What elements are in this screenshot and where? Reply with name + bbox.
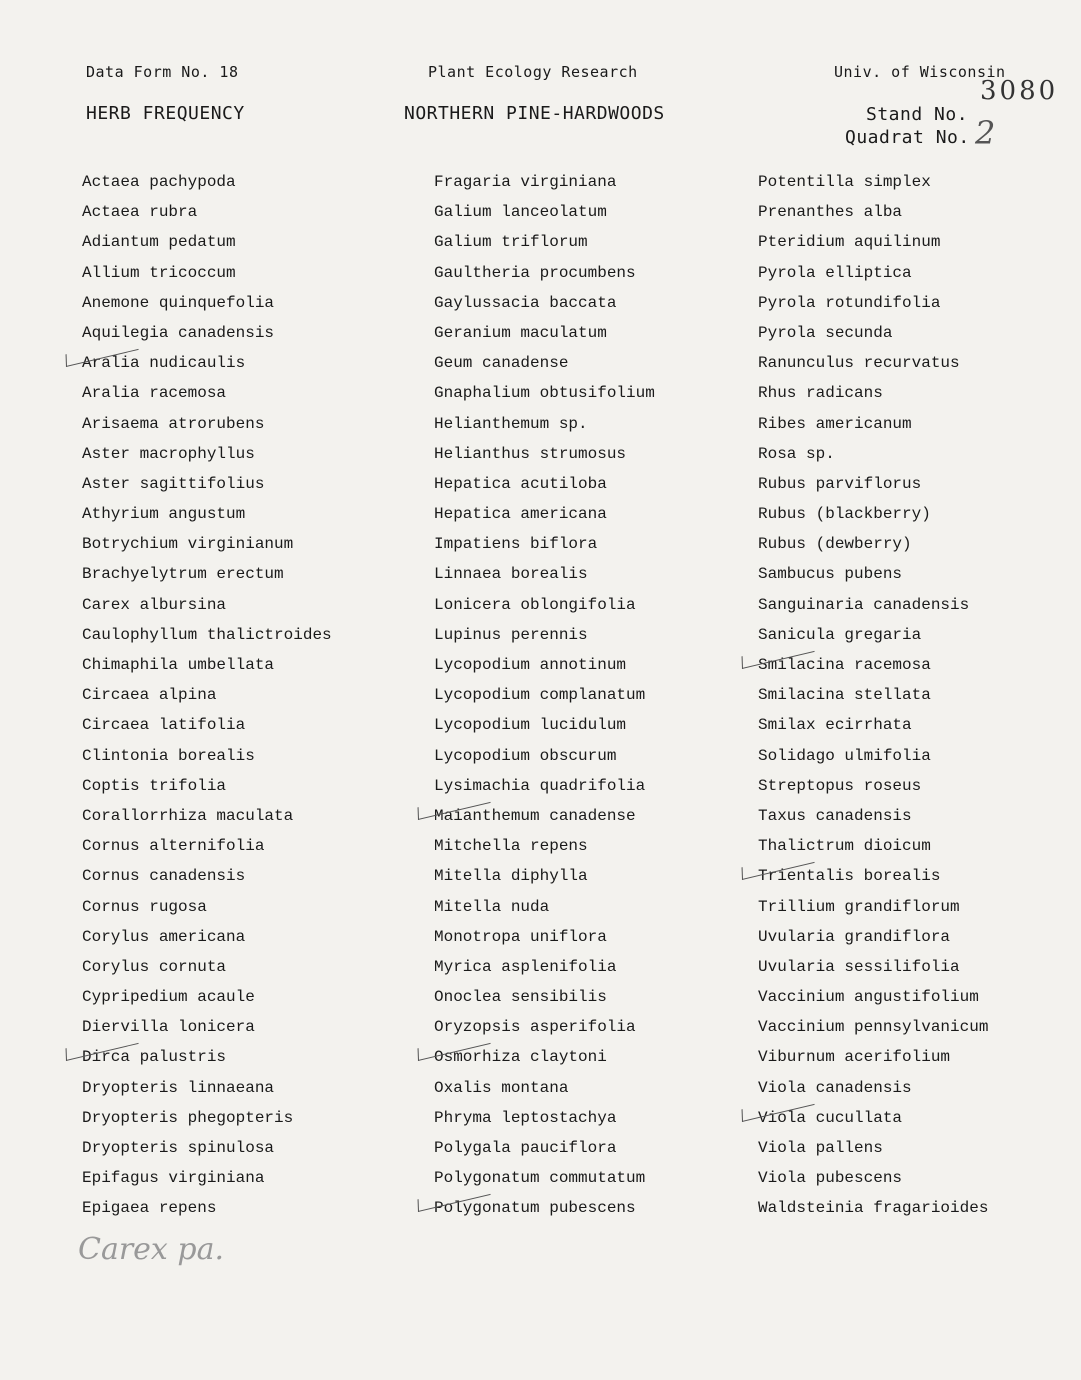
species-item: Smilax ecirrhata: [758, 716, 912, 735]
species-item: Aralia racemosa: [82, 384, 227, 403]
species-item: Dirca palustris: [82, 1042, 332, 1072]
species-item: Diervilla lonicera: [82, 1018, 255, 1037]
species-item: Smilacina racemosa: [758, 650, 988, 680]
species-item: Allium tricoccum: [82, 263, 236, 282]
species-column-3: [758, 167, 988, 1224]
species-item: Cornus rugosa: [82, 897, 207, 916]
species-item: Vaccinium pennsylvanicum: [758, 1018, 989, 1037]
species-item: Helianthus strumosus: [434, 444, 627, 463]
species-item: Mitella nuda: [434, 897, 550, 916]
species-item: Pyrola rotundifolia: [758, 293, 941, 312]
species-item: Helianthemum sp.: [434, 414, 588, 433]
species-item: Prenanthes alba: [758, 203, 903, 222]
species-item: Lupinus perennis: [434, 625, 588, 644]
species-item: Linnaea borealis: [434, 565, 588, 584]
species-column-2: [434, 167, 655, 1224]
species-item: Gaultheria procumbens: [434, 263, 636, 282]
species-item: Actaea pachypoda: [82, 173, 236, 191]
species-item: Gaylussacia baccata: [434, 293, 617, 312]
species-item: Cornus alternifolia: [82, 837, 265, 856]
species-item: Rubus (blackberry): [758, 505, 931, 524]
species-item: Caulophyllum thalictroides: [82, 625, 332, 644]
species-item: Rhus radicans: [758, 384, 883, 403]
university: Univ. of Wisconsin: [834, 63, 1006, 81]
species-item: Trientalis borealis: [758, 861, 988, 891]
species-item: Fragaria virginiana: [434, 173, 617, 191]
stand-label: Stand No.: [866, 104, 969, 125]
species-item: Impatiens biflora: [434, 535, 598, 554]
species-item: Gnaphalium obtusifolium: [434, 384, 655, 403]
species-item: Aster macrophyllus: [82, 444, 255, 463]
species-item: Viola cucullata: [758, 1103, 988, 1133]
species-item: Dryopteris phegopteris: [82, 1108, 294, 1127]
species-item: Oxalis montana: [434, 1078, 569, 1097]
species-item: Hepatica americana: [434, 505, 607, 524]
species-item: Potentilla simplex: [758, 173, 931, 191]
species-item: Ranunculus recurvatus: [758, 354, 960, 373]
species-item: Mitchella repens: [434, 837, 588, 856]
species-item: Sanicula gregaria: [758, 625, 922, 644]
stand-number: 3080: [980, 76, 1059, 106]
species-item: Carex albursina: [82, 595, 227, 614]
species-item: Taxus canadensis: [758, 806, 912, 825]
species-item: Maianthemum canadense: [434, 801, 655, 831]
species-item: Pyrola secunda: [758, 323, 893, 342]
species-item: Athyrium angustum: [82, 505, 246, 524]
species-item: Viburnum acerifolium: [758, 1048, 951, 1067]
species-item: Epifagus virginiana: [82, 1169, 265, 1188]
species-item: Actaea rubra: [82, 203, 198, 222]
organization: Plant Ecology Research: [428, 63, 638, 81]
species-item: Corylus cornuta: [82, 957, 227, 976]
species-item: Polygonatum pubescens: [434, 1193, 655, 1223]
species-item: Rubus (dewberry): [758, 535, 912, 554]
species-item: Adiantum pedatum: [82, 233, 236, 252]
species-item: Onoclea sensibilis: [434, 988, 607, 1007]
species-item: Clintonia borealis: [82, 746, 255, 765]
species-item: Lycopodium annotinum: [434, 656, 627, 674]
species-item: Waldsteinia fragarioides: [758, 1199, 989, 1218]
species-item: Corylus americana: [82, 927, 246, 946]
species-item: Uvularia grandiflora: [758, 927, 951, 946]
species-item: Viola canadensis: [758, 1078, 912, 1097]
species-item: Lycopodium obscurum: [434, 746, 617, 765]
species-item: Galium lanceolatum: [434, 203, 607, 222]
community-title: NORTHERN PINE-HARDWOODS: [404, 103, 665, 124]
handwritten-note: Carex pa.: [78, 1232, 225, 1267]
species-item: Viola pubescens: [758, 1169, 903, 1188]
species-item: Polygonatum commutatum: [434, 1169, 646, 1188]
species-item: Lysimachia quadrifolia: [434, 776, 646, 795]
species-item: Arisaema atrorubens: [82, 414, 265, 433]
species-item: Streptopus roseus: [758, 776, 922, 795]
species-item: Cornus canadensis: [82, 867, 246, 886]
species-item: Anemone quinquefolia: [82, 293, 275, 312]
species-item: Thalictrum dioicum: [758, 837, 931, 856]
species-item: Aralia nudicaulis: [82, 348, 332, 378]
species-item: Polygala pauciflora: [434, 1139, 617, 1157]
species-item: Oryzopsis asperifolia: [434, 1018, 636, 1037]
species-item: Osmorhiza claytoni: [434, 1042, 655, 1072]
species-item: Aquilegia canadensis: [82, 323, 275, 342]
quadrat-label: Quadrat No.: [845, 127, 970, 148]
species-item: Solidago ulmifolia: [758, 746, 931, 765]
species-item: Smilacina stellata: [758, 686, 931, 705]
species-item: Aster sagittifolius: [82, 474, 265, 493]
species-item: Pteridium aquilinum: [758, 233, 941, 252]
form-number: Data Form No. 18: [86, 63, 239, 81]
species-item: Viola pallens: [758, 1139, 883, 1157]
quadrat-number: 2: [975, 114, 996, 152]
species-item: Uvularia sessilifolia: [758, 957, 960, 976]
species-item: Epigaea repens: [82, 1199, 217, 1218]
species-item: Trillium grandiflorum: [758, 897, 960, 916]
species-item: Sanguinaria canadensis: [758, 595, 970, 614]
species-item: Monotropa uniflora: [434, 927, 607, 946]
species-item: Sambucus pubens: [758, 565, 903, 584]
species-item: Dryopteris spinulosa: [82, 1139, 275, 1157]
species-item: Circaea latifolia: [82, 716, 246, 735]
species-item: Circaea alpina: [82, 686, 217, 705]
species-item: Corallorrhiza maculata: [82, 806, 294, 825]
species-item: Lycopodium lucidulum: [434, 716, 627, 735]
species-item: Vaccinium angustifolium: [758, 988, 979, 1007]
species-item: Galium triflorum: [434, 233, 588, 252]
species-item: Brachyelytrum erectum: [82, 565, 284, 584]
species-item: Ribes americanum: [758, 414, 912, 433]
species-item: Lonicera oblongifolia: [434, 595, 636, 614]
species-column-1: [82, 167, 332, 1224]
species-item: Rosa sp.: [758, 444, 835, 463]
species-item: Geranium maculatum: [434, 323, 607, 342]
species-item: Lycopodium complanatum: [434, 686, 646, 705]
species-item: Pyrola elliptica: [758, 263, 912, 282]
species-item: Coptis trifolia: [82, 776, 227, 795]
species-item: Rubus parviflorus: [758, 474, 922, 493]
form-title: HERB FREQUENCY: [86, 103, 245, 124]
species-item: Botrychium virginianum: [82, 535, 294, 554]
species-item: Myrica asplenifolia: [434, 957, 617, 976]
species-item: Geum canadense: [434, 354, 569, 373]
species-item: Cypripedium acaule: [82, 988, 255, 1007]
species-item: Phryma leptostachya: [434, 1108, 617, 1127]
species-item: Chimaphila umbellata: [82, 656, 275, 674]
species-item: Dryopteris linnaeana: [82, 1078, 275, 1097]
species-item: Mitella diphylla: [434, 867, 588, 886]
species-item: Hepatica acutiloba: [434, 474, 607, 493]
